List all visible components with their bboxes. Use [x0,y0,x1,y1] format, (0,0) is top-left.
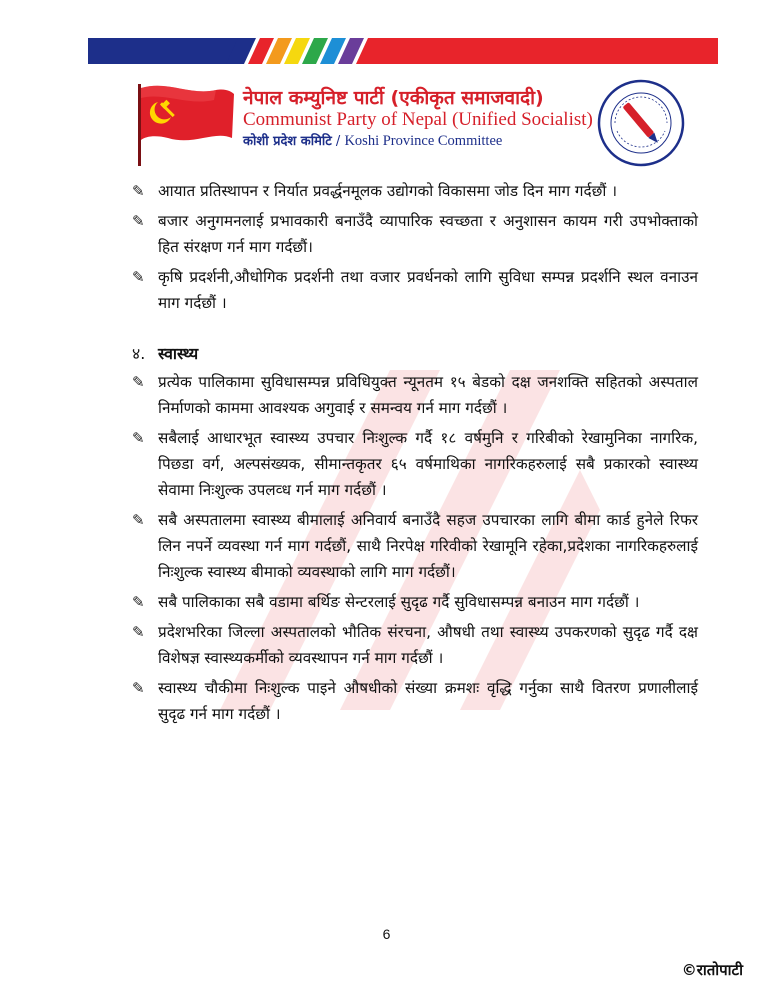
section-number: ४. [132,344,146,363]
item-import-substitution [132,178,698,204]
section-title: स्वास्थ्य [158,344,199,363]
party-flag-icon [128,80,238,166]
bullet-pen-icon: ✎ [132,373,145,391]
item-municipal-hospital [132,369,698,421]
committee-line [243,131,502,150]
party-name-english: Communist Party of Nepal (Unified Socialist) [243,109,593,130]
header-color-bar [88,38,718,64]
item-market-monitoring [132,208,698,260]
item-district-hospitals [132,619,698,671]
bullet-pen-icon: ✎ [132,182,145,200]
item-birthing-centers [132,589,698,615]
section-heading-health [132,341,698,367]
committee-name-nepali: कोशी प्रदेश कमिटि [243,134,332,149]
committee-name-english: Koshi Province Committee [344,133,503,149]
item-free-basic-health [132,425,698,503]
bullet-pen-icon: ✎ [132,429,145,447]
item-health-insurance [132,507,698,585]
party-seal-icon [597,79,685,167]
item-text: प्रत्येक पालिकामा सुविधासम्पन्न प्रविधियुक्त न्यूनतम १५ बेडको दक्ष जनशक्ति सहितको अस्पताल निर्माणको काममा आवश्यक अगुवाई र समन्वय गर्न माग गर्दछौं । [158,373,698,417]
bullet-pen-icon: ✎ [132,679,145,697]
item-health-post-medicine [132,675,698,727]
item-text: सबै पालिकाका सबै वडामा बर्थिङ सेन्टरलाई सुदृढ गर्दै सुविधासम्पन्न बनाउन माग गर्दछौं । [158,593,640,611]
committee-separator: / [331,134,345,149]
party-name-nepali: नेपाल कम्युनिष्ट पार्टी (एकीकृत समाजवादी) [243,87,544,109]
item-text: आयात प्रतिस्थापन र निर्यात प्रवर्द्धनमूलक उद्योगको विकासमा जोड दिन माग गर्दछौं । [158,182,618,200]
item-text: स्वास्थ्य चौकीमा निःशुल्क पाइने औषधीको संख्या क्रमशः वृद्धि गर्नुका साथै वितरण प्रणालीलाई सुदृढ गर्न माग गर्दछौं । [158,679,698,723]
item-exhibition-venue [132,264,698,316]
item-text: सबै अस्पतालमा स्वास्थ्य बीमालाई अनिवार्य बनाउँदै सहज उपचारका लागि बीमा कार्ड हुनेले रिफर लिन नपर्ने व्यवस्था गर्न माग गर्दछौं, साथै निरपेक्ष गरिवीको रेखामूनि रहेका,प्रदेशका नागरिकहरुलाई निःशुल्क स्वास्थ्य बीमाको व्यवस्थाको लागि माग गर्दछौं। [158,511,698,581]
document-body [132,178,698,731]
source-credit: ©रातोपाटी [681,961,743,979]
page-number: 6 [382,926,391,942]
bullet-pen-icon: ✎ [132,623,145,641]
item-text: कृषि प्रदर्शनी,औधोगिक प्रदर्शनी तथा वजार प्रवर्धनको लागि सुविधा सम्पन्न प्रदर्शनि स्थल वनाउन माग गर्दछौं । [158,268,698,312]
bullet-pen-icon: ✎ [132,511,145,529]
item-text: प्रदेशभरिका जिल्ला अस्पतालको भौतिक संरचना, औषधी तथा स्वास्थ्य उपकरणको सुदृढ गर्दै दक्ष विशेषज्ञ स्वास्थ्यकर्मीको व्यवस्थापन गर्न माग गर्दछौं । [158,623,698,667]
item-text: सबैलाई आधारभूत स्वास्थ्य उपचार निःशुल्क गर्दै १८ वर्षमुनि र गरिबीको रेखामुनिका नागरिक, पिछडा वर्ग, अल्पसंख्यक, सीमान्तकृतर ६५ वर्षमाथिका नागरिकहरुलाई सबै प्रकारको स्वास्थ्य सेवामा निःशुल्क उपलव्ध गर्न माग गर्दछौं । [158,429,698,499]
bullet-pen-icon: ✎ [132,268,145,286]
item-text: बजार अनुगमनलाई प्रभावकारी बनाउँदै व्यापारिक स्वच्छता र अनुशासन कायम गरी उपभोक्ताको हित संरक्षण गर्न माग गर्दछौं। [158,212,698,256]
bullet-pen-icon: ✎ [132,212,145,230]
bullet-pen-icon: ✎ [132,593,145,611]
